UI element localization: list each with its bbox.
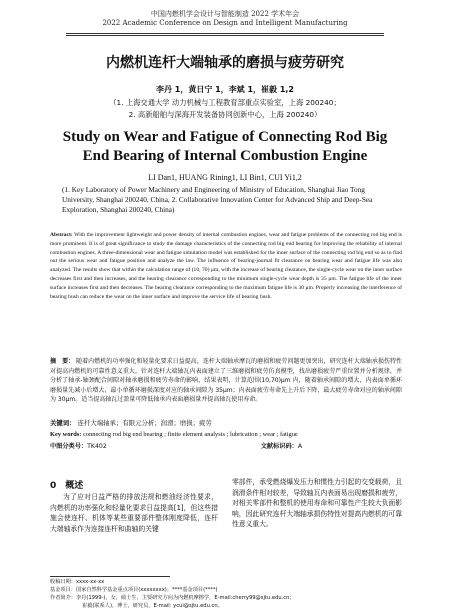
- footnote-author-1: 作者简介：李丹(1999-)，女，硕士生，主要研究方向为内燃机摩擦学，E-mail:cherry99@sjtu.edu.cn；: [50, 595, 295, 601]
- footnote-rule: [50, 576, 170, 577]
- keywords-en: [50, 430, 402, 439]
- footnote-author-2: 崔毅(联系人)，博士，研究员，E-mail: ycui@sjtu.edu.cn。: [82, 603, 223, 609]
- keywords-cn: [50, 419, 402, 428]
- keywords-cn-label: 关键词：: [50, 419, 76, 427]
- footnote-received: 收稿日期：xxxx-xx-xx: [50, 579, 105, 585]
- doc-code: A: [297, 443, 303, 450]
- keywords-cn-text: 连杆大端轴承；有限元分析；润滑；磨损；疲劳: [77, 419, 212, 427]
- abstract-en-label: Abstract:: [50, 232, 73, 238]
- body-column-right: 零部件，承受燃烧爆发压力和惯性力引起的交变载荷，且润滑条件相对较差，导致轴瓦内表面易出现磨损和疲劳，对相关零部件和整机的使用寿命和可靠性产生较大负面影响，因此研究连杆大端轴承损伤特性对提高内燃机的可靠性意义重大。: [232, 478, 402, 529]
- header-rule: [66, 33, 384, 34]
- title-en: [0, 128, 450, 166]
- abstract-cn-label: 摘 要：: [50, 358, 75, 365]
- doc-code-label: 文献标识码：: [260, 443, 298, 450]
- footnote-fund: 基金项目：国家自然科学基金重点项目(xxxxxxxx)；****基金项目(****): [50, 587, 218, 593]
- clc-label: 中图分类号：: [50, 443, 88, 450]
- body-column-left: 为了应对日益严格的排放法规和燃油经济性要求，内燃机的功率强化和轻量化要求日益提高[1]，但这些措施会使连杆、机体等某些重要部件整体刚度降低，连杆大端轴承作为连接连杆和曲轴的关键: [50, 493, 218, 533]
- section-heading: 0 概述: [50, 481, 84, 491]
- abstract-cn-text: 随着内燃机的功率强化和轻量化要求日益提高，连杆大端轴承摩瓦的磨损和疲劳问题更加突出，研究连杆大端轴承损伤特性对提高内燃机的可靠性意义重大。针对连杆大端轴瓦内表面建立了三维磨损和疲劳仿真模型，找出磨损疲劳严重位置并分析规律，并分析了轴承-轴颈配合间隙对轴承磨损和疲劳寿命的影响，结果表明，计算范围(10,70)μm 内，随着轴承间隙的增大，内表面单循环磨损量先减小后增大，最小单循环磨损深度对应的轴承间隙为 35μm；内表面疲劳寿命先上升后下降，最大疲劳寿命对应的轴承间隙为 30μm。适当提高轴瓦过盈量可降低轴承内表面磨损量并提高轴瓦使用寿命。: [50, 358, 402, 404]
- keywords-en-text: connecting rod big end bearing ; finite element analysis ; lubrication ; wear ; fatigue: [83, 431, 298, 438]
- classification-line: [50, 441, 402, 450]
- authors-cn: 李丹 1，黄日宁 1，李斌 1，崔毅 1,2: [155, 85, 294, 94]
- title-cn: 内燃机连杆大端轴承的磨损与疲劳研究: [106, 55, 344, 71]
- affiliation-cn-1: （1. 上海交通大学 动力机械与工程教育部重点实验室，上海 200240；: [109, 98, 341, 107]
- affiliation-cn-2: 2. 高新船舶与深海开发装备协同创新中心，上海 200240）: [128, 110, 322, 119]
- keywords-en-label: Key words:: [50, 431, 82, 438]
- affiliation-en: (1. Key Laboratory of Power Machinery and Engineering of Ministry of Education, Shanghai Jiao Tong University, Shanghai 200240, China, 2. Collaborative Innovation Center for Advanced Ship and Deep-Sea Exploration, Shanghai 200240, China): [62, 185, 373, 214]
- abstract-cn: [50, 357, 402, 405]
- authors-en: LI Dan1, HUANG Rining1, LI Bin1, CUI Yi1,2: [148, 173, 302, 182]
- header-rule-2: [66, 35, 384, 36]
- abstract-en: [50, 231, 402, 301]
- title-en-line-1: Study on Wear and Fatigue of Connecting Rod Big: [62, 129, 388, 145]
- header-line-en: 2022 Academic Conference on Design and Intelligent Manufacturing: [102, 19, 348, 27]
- abstract-en-text: With the improvement lightweight and power density of internal combustion engines, wear and fatigue problems of the connecting rod big end is more prominent. It is of great significance to study the damage characteristics of the connecting rod big end bearing for improving the reliability of internal combustion engines. A three-dimensional wear and fatigue simulation model was established for the inner surface of the connecting rod big end so as to find out the serious wear and fatigue position and analyze the law. The influence of bearing-journal fit clearance on bearing wear and fatigue life was also analyzed. The results show that within the calculation range of (10, 70) μm, with the increase of bearing clearance, the single-cycle wear on the inner surface decreases first and then increases, and the bearing clearance corresponding to the minimum single-cycle wear depth is 35 μm. The fatigue life of the inner surface increases first and then decreases. The bearing clearance corresponding to the maximum fatigue life is 30 μm. Properly increasing the interference of bearing bush can reduce the wear on the inner surface and improve the service life of bearing bush.: [50, 232, 402, 300]
- title-en-line-2: End Bearing of Internal Combustion Engine: [82, 148, 368, 164]
- clc-code: TK402: [87, 443, 107, 450]
- running-header: [0, 10, 450, 28]
- header-line-cn: 中国内燃机学会设计与智能制造 2022 学术年会: [150, 10, 300, 18]
